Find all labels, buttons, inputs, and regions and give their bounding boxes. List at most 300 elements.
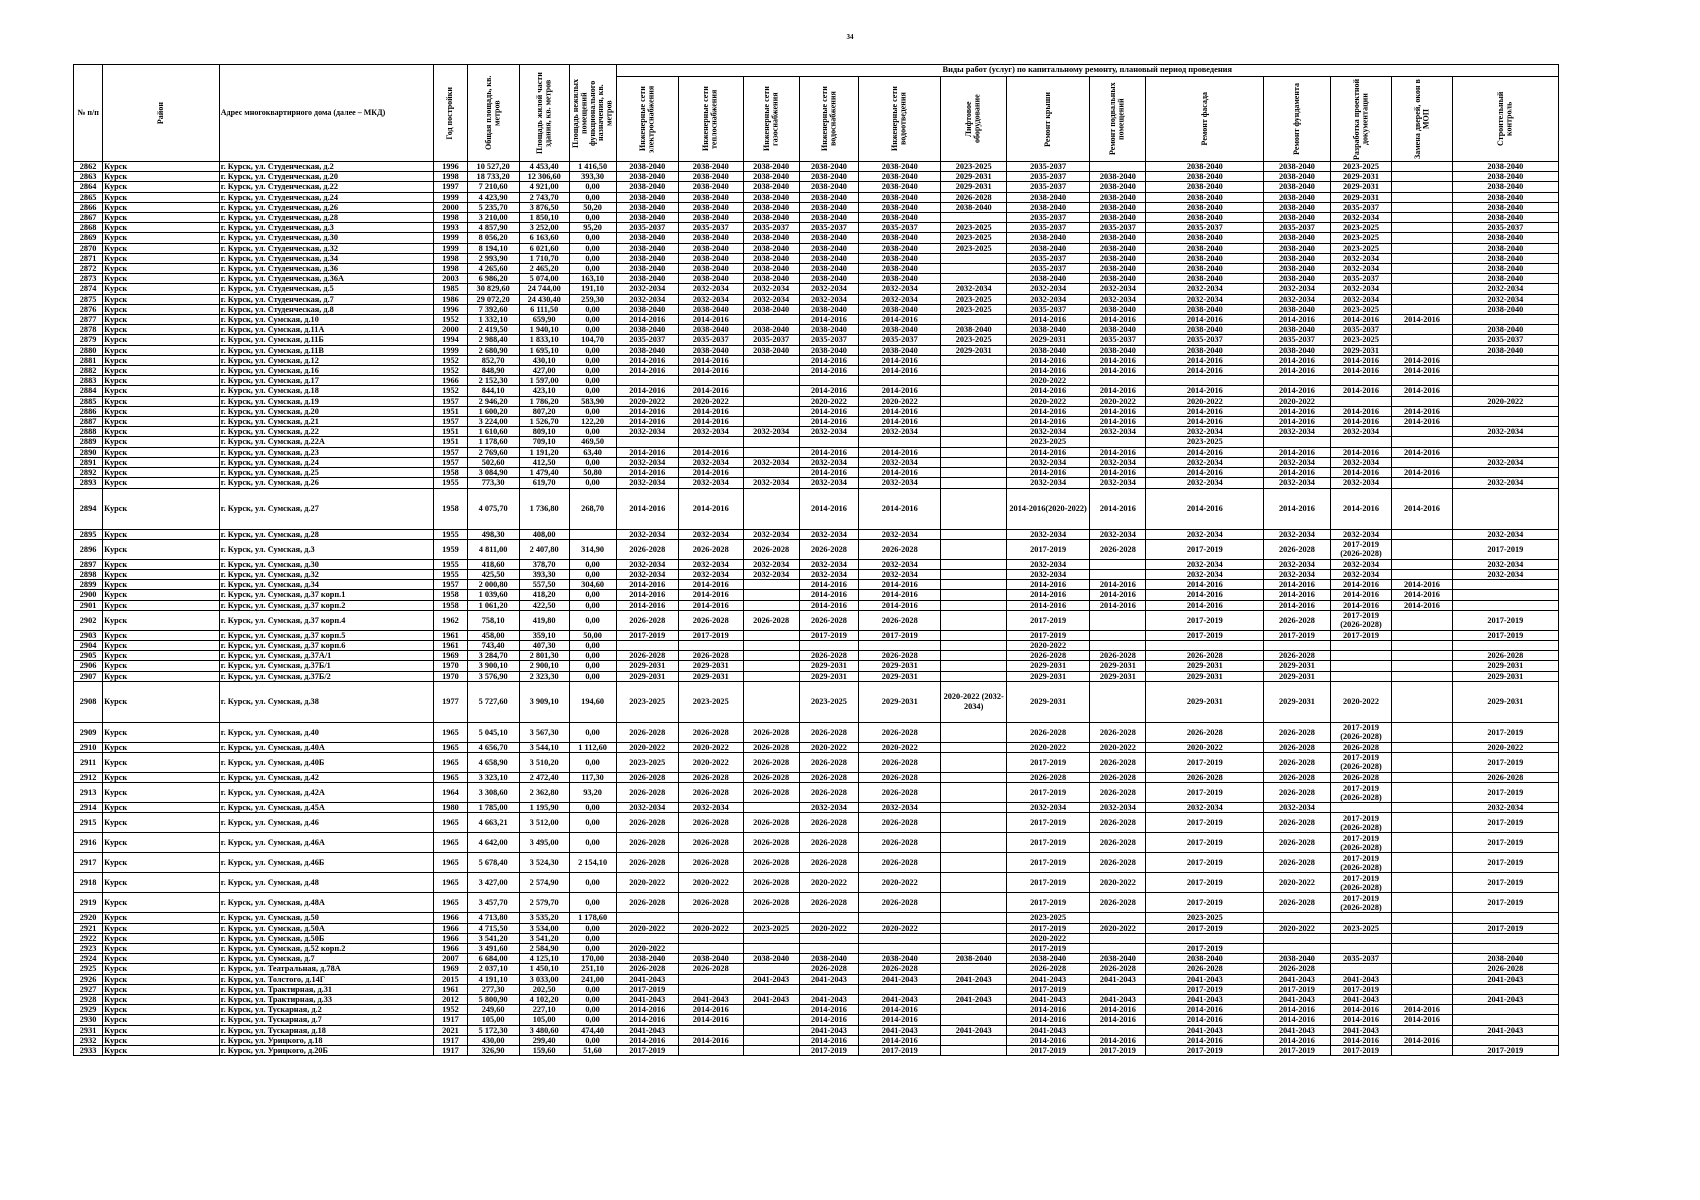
cell-doors-windows <box>1392 873 1452 893</box>
cell-construction-control: 2035-2037 <box>1452 335 1558 345</box>
cell-foundation-repair: 2014-2016 <box>1264 590 1331 600</box>
cell-doors-windows: 2014-2016 <box>1392 1035 1452 1045</box>
cell-address: г. Курск, ул. Студенческая, д.24 <box>219 192 434 202</box>
cell-foundation-repair: 2038-2040 <box>1264 182 1331 192</box>
cell-water-disposal <box>859 640 941 650</box>
capital-repair-table-sheet <box>73 64 1559 1056</box>
cell-construction-control: 2038-2040 <box>1452 345 1558 355</box>
cell-water-disposal: 2014-2016 <box>859 1015 941 1025</box>
cell-electric-networks: 2038-2040 <box>616 954 678 964</box>
cell-roof-repair: 2035-2037 <box>1006 162 1089 172</box>
cell-gas-networks: 2026-2028 <box>743 752 799 772</box>
cell-elevator <box>941 406 1007 416</box>
cell-year-built: 1958 <box>434 468 467 478</box>
cell-heat-networks: 2026-2028 <box>678 610 743 630</box>
cell-roof-repair: 2038-2040 <box>1006 233 1089 243</box>
cell-elevator: 2020-2022 (2032-2034) <box>941 681 1007 722</box>
cell-elevator <box>941 630 1007 640</box>
cell-nonliving-area: 122,20 <box>569 417 616 427</box>
cell-basement-repair <box>1090 569 1146 579</box>
cell-water-disposal: 2038-2040 <box>859 172 941 182</box>
cell-facade-repair: 2038-2040 <box>1146 172 1264 182</box>
cell-nonliving-area: 117,30 <box>569 772 616 782</box>
cell-roof-repair: 2014-2016 <box>1006 468 1089 478</box>
table-row <box>74 984 1559 994</box>
cell-construction-control <box>1452 1015 1558 1025</box>
cell-project-docs: 2029-2031 <box>1330 182 1391 192</box>
cell-row-number: 2909 <box>74 722 103 742</box>
cell-water-disposal: 2014-2016 <box>859 447 941 457</box>
cell-construction-control <box>1452 447 1558 457</box>
cell-elevator: 2032-2034 <box>941 284 1007 294</box>
cell-doors-windows: 2014-2016 <box>1392 366 1452 376</box>
cell-roof-repair: 2035-2037 <box>1006 304 1089 314</box>
table-row <box>74 994 1559 1004</box>
cell-foundation-repair: 2035-2037 <box>1264 223 1331 233</box>
cell-address: г. Курск, ул. Студенческая, д.22 <box>219 182 434 192</box>
cell-project-docs: 2017-2019 <box>1330 630 1391 640</box>
cell-foundation-repair: 2032-2034 <box>1264 569 1331 579</box>
cell-heat-networks: 2026-2028 <box>678 539 743 559</box>
cell-roof-repair: 2032-2034 <box>1006 478 1089 488</box>
cell-water-disposal: 2038-2040 <box>859 192 941 202</box>
cell-water-disposal <box>859 943 941 953</box>
cell-basement-repair: 2014-2016 <box>1090 488 1146 529</box>
cell-row-number: 2900 <box>74 590 103 600</box>
cell-roof-repair: 2035-2037 <box>1006 253 1089 263</box>
cell-nonliving-area: 583,90 <box>569 396 616 406</box>
cell-heat-networks <box>678 984 743 994</box>
cell-roof-repair: 2020-2022 <box>1006 396 1089 406</box>
cell-water-disposal: 2026-2028 <box>859 893 941 913</box>
cell-address: г. Курск, ул. Сумская, д.3 <box>219 539 434 559</box>
cell-living-area: 4 921,00 <box>519 182 569 192</box>
cell-year-built: 1958 <box>434 600 467 610</box>
cell-elevator <box>941 722 1007 742</box>
cell-district: Курск <box>103 569 220 579</box>
cell-electric-networks: 2014-2016 <box>616 1005 678 1015</box>
cell-row-number: 2912 <box>74 772 103 782</box>
cell-year-built: 1966 <box>434 923 467 933</box>
cell-elevator <box>941 488 1007 529</box>
table-row <box>74 974 1559 984</box>
cell-foundation-repair: 2038-2040 <box>1264 304 1331 314</box>
cell-address: г. Курск, ул. Сумская, д.10 <box>219 315 434 325</box>
cell-row-number: 2869 <box>74 233 103 243</box>
cell-project-docs: 2032-2034 <box>1330 478 1391 488</box>
cell-doors-windows <box>1392 994 1452 1004</box>
cell-row-number: 2874 <box>74 284 103 294</box>
cell-year-built: 1969 <box>434 651 467 661</box>
cell-project-docs: 2014-2016 <box>1330 1035 1391 1045</box>
cell-electric-networks: 2032-2034 <box>616 294 678 304</box>
cell-heat-networks: 2038-2040 <box>678 243 743 253</box>
cell-elevator <box>941 386 1007 396</box>
cell-nonliving-area: 0,00 <box>569 590 616 600</box>
cell-water-disposal: 2014-2016 <box>859 488 941 529</box>
cell-electric-networks: 2026-2028 <box>616 893 678 913</box>
cell-facade-repair: 2023-2025 <box>1146 437 1264 447</box>
cell-year-built: 2015 <box>434 974 467 984</box>
cell-foundation-repair: 2029-2031 <box>1264 681 1331 722</box>
cell-foundation-repair: 2038-2040 <box>1264 213 1331 223</box>
cell-water-supply: 2038-2040 <box>799 264 858 274</box>
cell-foundation-repair: 2017-2019 <box>1264 984 1331 994</box>
cell-facade-repair: 2017-2019 <box>1146 853 1264 873</box>
cell-facade-repair: 2038-2040 <box>1146 192 1264 202</box>
cell-doors-windows <box>1392 933 1452 943</box>
cell-living-area: 2 362,80 <box>519 783 569 803</box>
cell-doors-windows <box>1392 610 1452 630</box>
cell-basement-repair: 2020-2022 <box>1090 742 1146 752</box>
cell-foundation-repair: 2026-2028 <box>1264 772 1331 782</box>
cell-elevator <box>941 610 1007 630</box>
cell-construction-control <box>1452 315 1558 325</box>
cell-gas-networks <box>743 355 799 365</box>
cell-water-disposal: 2038-2040 <box>859 345 941 355</box>
cell-water-supply: 2017-2019 <box>799 630 858 640</box>
cell-living-area: 3 876,50 <box>519 202 569 212</box>
cell-nonliving-area: 0,00 <box>569 406 616 416</box>
cell-doors-windows <box>1392 539 1452 559</box>
cell-construction-control: 2038-2040 <box>1452 192 1558 202</box>
cell-construction-control: 2026-2028 <box>1452 964 1558 974</box>
cell-doors-windows: 2014-2016 <box>1392 600 1452 610</box>
cell-living-area: 3 535,20 <box>519 913 569 923</box>
cell-heat-networks: 2014-2016 <box>678 406 743 416</box>
cell-roof-repair: 2017-2019 <box>1006 923 1089 933</box>
cell-construction-control: 2017-2019 <box>1452 923 1558 933</box>
cell-basement-repair: 2014-2016 <box>1090 600 1146 610</box>
cell-water-supply: 2014-2016 <box>799 468 858 478</box>
cell-doors-windows <box>1392 345 1452 355</box>
cell-living-area: 105,00 <box>519 1015 569 1025</box>
cell-elevator: 2038-2040 <box>941 202 1007 212</box>
cell-water-disposal: 2026-2028 <box>859 752 941 772</box>
cell-foundation-repair: 2032-2034 <box>1264 457 1331 467</box>
cell-project-docs: 2017-2019 <box>1330 1045 1391 1055</box>
cell-row-number: 2910 <box>74 742 103 752</box>
cell-address: г. Курск, ул. Сумская, д.37А/1 <box>219 651 434 661</box>
cell-address: г. Курск, ул. Студенческая, д.34 <box>219 253 434 263</box>
table-row <box>74 223 1559 233</box>
cell-foundation-repair: 2038-2040 <box>1264 192 1331 202</box>
cell-roof-repair: 2014-2016 <box>1006 447 1089 457</box>
cell-address: г. Курск, ул. Сумская, д.28 <box>219 529 434 539</box>
cell-elevator <box>941 417 1007 427</box>
cell-foundation-repair: 2020-2022 <box>1264 923 1331 933</box>
cell-water-supply <box>799 943 858 953</box>
cell-living-area: 12 306,60 <box>519 172 569 182</box>
cell-gas-networks <box>743 366 799 376</box>
cell-year-built: 1998 <box>434 264 467 274</box>
cell-doors-windows <box>1392 893 1452 913</box>
cell-basement-repair: 2020-2022 <box>1090 396 1146 406</box>
cell-doors-windows <box>1392 671 1452 681</box>
cell-water-supply: 2038-2040 <box>799 182 858 192</box>
cell-basement-repair: 2017-2019 <box>1090 1045 1146 1055</box>
cell-foundation-repair: 2032-2034 <box>1264 478 1331 488</box>
cell-living-area: 299,40 <box>519 1035 569 1045</box>
cell-row-number: 2929 <box>74 1005 103 1015</box>
cell-gas-networks <box>743 406 799 416</box>
cell-gas-networks: 2032-2034 <box>743 284 799 294</box>
cell-district: Курск <box>103 671 220 681</box>
cell-year-built: 1985 <box>434 284 467 294</box>
cell-address: г. Курск, ул. Урицкого, д.20Б <box>219 1045 434 1055</box>
header-work-label: Инженерные сети теплоснабжения <box>701 86 719 152</box>
table-row <box>74 264 1559 274</box>
cell-facade-repair: 2026-2028 <box>1146 772 1264 782</box>
cell-doors-windows <box>1392 274 1452 284</box>
cell-roof-repair: 2014-2016 <box>1006 315 1089 325</box>
cell-roof-repair: 2026-2028 <box>1006 722 1089 742</box>
cell-gas-networks: 2026-2028 <box>743 783 799 803</box>
cell-construction-control <box>1452 376 1558 386</box>
cell-roof-repair: 2020-2022 <box>1006 933 1089 943</box>
cell-foundation-repair: 2014-2016 <box>1264 447 1331 457</box>
table-row <box>74 386 1559 396</box>
cell-living-area: 1 786,20 <box>519 396 569 406</box>
table-row <box>74 1005 1559 1015</box>
cell-facade-repair: 2014-2016 <box>1146 580 1264 590</box>
cell-water-disposal: 2032-2034 <box>859 569 941 579</box>
cell-project-docs <box>1330 640 1391 650</box>
cell-district: Курск <box>103 355 220 365</box>
cell-construction-control: 2041-2043 <box>1452 1025 1558 1035</box>
table-row <box>74 488 1559 529</box>
cell-construction-control: 2038-2040 <box>1452 202 1558 212</box>
cell-district: Курск <box>103 406 220 416</box>
cell-nonliving-area: 0,00 <box>569 923 616 933</box>
cell-water-supply: 2014-2016 <box>799 417 858 427</box>
cell-year-built: 1952 <box>434 355 467 365</box>
table-row <box>74 447 1559 457</box>
table-row <box>74 671 1559 681</box>
cell-living-area: 227,10 <box>519 1005 569 1015</box>
cell-basement-repair: 2026-2028 <box>1090 752 1146 772</box>
cell-year-built: 1917 <box>434 1045 467 1055</box>
table-row <box>74 417 1559 427</box>
table-row <box>74 396 1559 406</box>
table-row <box>74 1045 1559 1055</box>
cell-heat-networks: 2020-2022 <box>678 396 743 406</box>
cell-living-area: 3 524,30 <box>519 853 569 873</box>
cell-living-area: 3 510,20 <box>519 752 569 772</box>
cell-doors-windows: 2014-2016 <box>1392 386 1452 396</box>
table-row <box>74 1025 1559 1035</box>
cell-water-disposal: 2032-2034 <box>859 284 941 294</box>
cell-water-supply: 2032-2034 <box>799 457 858 467</box>
cell-elevator <box>941 580 1007 590</box>
cell-district: Курск <box>103 974 220 984</box>
cell-year-built: 1977 <box>434 681 467 722</box>
cell-nonliving-area: 469,50 <box>569 437 616 447</box>
table-row <box>74 335 1559 345</box>
cell-address: г. Курск, ул. Сумская, д.11А <box>219 325 434 335</box>
table-row <box>74 192 1559 202</box>
cell-district: Курск <box>103 437 220 447</box>
cell-electric-networks: 2038-2040 <box>616 172 678 182</box>
cell-district: Курск <box>103 590 220 600</box>
cell-address: г. Курск, ул. Сумская, д.37 корп.6 <box>219 640 434 650</box>
cell-roof-repair: 2032-2034 <box>1006 457 1089 467</box>
cell-total-area: 7 392,60 <box>467 304 519 314</box>
cell-elevator <box>941 529 1007 539</box>
cell-basement-repair <box>1090 437 1146 447</box>
cell-gas-networks: 2026-2028 <box>743 539 799 559</box>
cell-gas-networks: 2041-2043 <box>743 994 799 1004</box>
cell-gas-networks: 2038-2040 <box>743 202 799 212</box>
cell-water-supply: 2026-2028 <box>799 833 858 853</box>
cell-roof-repair: 2032-2034 <box>1006 559 1089 569</box>
cell-nonliving-area: 0,00 <box>569 994 616 1004</box>
cell-gas-networks: 2038-2040 <box>743 213 799 223</box>
cell-construction-control: 2017-2019 <box>1452 1045 1558 1055</box>
cell-living-area: 2 801,30 <box>519 651 569 661</box>
cell-water-supply: 2038-2040 <box>799 192 858 202</box>
cell-water-disposal: 2014-2016 <box>859 1035 941 1045</box>
cell-row-number: 2905 <box>74 651 103 661</box>
cell-water-supply: 2032-2034 <box>799 294 858 304</box>
cell-facade-repair: 2020-2022 <box>1146 396 1264 406</box>
cell-living-area: 1 195,90 <box>519 803 569 813</box>
table-row <box>74 315 1559 325</box>
cell-elevator: 2041-2043 <box>941 974 1007 984</box>
cell-electric-networks: 2032-2034 <box>616 457 678 467</box>
cell-facade-repair: 2035-2037 <box>1146 223 1264 233</box>
cell-doors-windows <box>1392 213 1452 223</box>
cell-address: г. Курск, ул. Сумская, д.37 корп.2 <box>219 600 434 610</box>
cell-roof-repair: 2038-2040 <box>1006 243 1089 253</box>
cell-gas-networks: 2038-2040 <box>743 304 799 314</box>
cell-basement-repair <box>1090 162 1146 172</box>
cell-elevator <box>941 1035 1007 1045</box>
cell-electric-networks: 2041-2043 <box>616 994 678 1004</box>
cell-elevator <box>941 651 1007 661</box>
cell-water-disposal: 2014-2016 <box>859 1005 941 1015</box>
cell-district: Курск <box>103 539 220 559</box>
cell-roof-repair: 2017-2019 <box>1006 853 1089 873</box>
cell-water-supply: 2032-2034 <box>799 529 858 539</box>
cell-roof-repair: 2038-2040 <box>1006 274 1089 284</box>
cell-water-disposal: 2038-2040 <box>859 253 941 263</box>
cell-project-docs <box>1330 376 1391 386</box>
cell-elevator <box>941 355 1007 365</box>
cell-project-docs: 2017-2019 (2026-2028) <box>1330 539 1391 559</box>
cell-district: Курск <box>103 803 220 813</box>
cell-electric-networks: 2032-2034 <box>616 569 678 579</box>
cell-project-docs: 2032-2034 <box>1330 427 1391 437</box>
cell-address: г. Курск, ул. Сумская, д.26 <box>219 478 434 488</box>
cell-year-built: 1998 <box>434 172 467 182</box>
cell-elevator <box>941 813 1007 833</box>
cell-address: г. Курск, ул. Сумская, д.52 корп.2 <box>219 943 434 953</box>
cell-district: Курск <box>103 833 220 853</box>
cell-elevator <box>941 315 1007 325</box>
cell-district: Курск <box>103 722 220 742</box>
table-row <box>74 478 1559 488</box>
cell-district: Курск <box>103 447 220 457</box>
cell-address: г. Курск, ул. Сумская, д.22 <box>219 427 434 437</box>
cell-total-area: 3 308,60 <box>467 783 519 803</box>
cell-foundation-repair: 2029-2031 <box>1264 661 1331 671</box>
cell-roof-repair: 2038-2040 <box>1006 954 1089 964</box>
cell-total-area: 458,00 <box>467 630 519 640</box>
cell-year-built: 2007 <box>434 954 467 964</box>
cell-district: Курск <box>103 661 220 671</box>
cell-basement-repair: 2026-2028 <box>1090 539 1146 559</box>
cell-district: Курск <box>103 376 220 386</box>
cell-doors-windows <box>1392 923 1452 933</box>
cell-address: г. Курск, ул. Сумская, д.45А <box>219 803 434 813</box>
cell-gas-networks: 2032-2034 <box>743 427 799 437</box>
cell-electric-networks: 2038-2040 <box>616 182 678 192</box>
cell-basement-repair <box>1090 943 1146 953</box>
table-row <box>74 913 1559 923</box>
cell-year-built: 1957 <box>434 417 467 427</box>
cell-project-docs: 2023-2025 <box>1330 223 1391 233</box>
cell-project-docs: 2014-2016 <box>1330 590 1391 600</box>
cell-facade-repair: 2017-2019 <box>1146 873 1264 893</box>
cell-district: Курск <box>103 933 220 943</box>
cell-facade-repair: 2014-2016 <box>1146 1035 1264 1045</box>
cell-water-supply: 2032-2034 <box>799 284 858 294</box>
cell-facade-repair: 2038-2040 <box>1146 253 1264 263</box>
cell-year-built: 1994 <box>434 335 467 345</box>
cell-living-area: 3 909,10 <box>519 681 569 722</box>
cell-electric-networks: 2029-2031 <box>616 671 678 681</box>
cell-construction-control: 2032-2034 <box>1452 284 1558 294</box>
cell-project-docs: 2017-2019 <box>1330 984 1391 994</box>
cell-living-area: 1 710,70 <box>519 253 569 263</box>
cell-nonliving-area: 268,70 <box>569 488 616 529</box>
cell-gas-networks <box>743 1045 799 1055</box>
cell-project-docs: 2014-2016 <box>1330 406 1391 416</box>
cell-heat-networks: 2038-2040 <box>678 345 743 355</box>
header-work-12 <box>1452 77 1558 162</box>
cell-water-supply: 2014-2016 <box>799 1005 858 1015</box>
cell-address: г. Курск, ул. Сумская, д.37 корп.5 <box>219 630 434 640</box>
cell-year-built: 1986 <box>434 294 467 304</box>
cell-address: г. Курск, ул. Сумская, д.34 <box>219 580 434 590</box>
cell-year-built: 1961 <box>434 984 467 994</box>
cell-construction-control: 2029-2031 <box>1452 661 1558 671</box>
cell-total-area: 498,30 <box>467 529 519 539</box>
cell-project-docs: 2032-2034 <box>1330 294 1391 304</box>
cell-basement-repair: 2038-2040 <box>1090 172 1146 182</box>
cell-water-supply: 2038-2040 <box>799 213 858 223</box>
cell-basement-repair: 2020-2022 <box>1090 873 1146 893</box>
cell-doors-windows <box>1392 640 1452 650</box>
cell-water-supply: 2014-2016 <box>799 447 858 457</box>
cell-gas-networks: 2038-2040 <box>743 172 799 182</box>
table-row <box>74 630 1559 640</box>
cell-heat-networks: 2020-2022 <box>678 923 743 933</box>
cell-roof-repair: 2029-2031 <box>1006 681 1089 722</box>
cell-facade-repair: 2017-2019 <box>1146 813 1264 833</box>
cell-water-supply: 2038-2040 <box>799 345 858 355</box>
cell-doors-windows <box>1392 457 1452 467</box>
cell-year-built: 1957 <box>434 580 467 590</box>
cell-row-number: 2885 <box>74 396 103 406</box>
cell-row-number: 2926 <box>74 974 103 984</box>
cell-row-number: 2898 <box>74 569 103 579</box>
cell-row-number: 2922 <box>74 933 103 943</box>
cell-nonliving-area: 0,00 <box>569 610 616 630</box>
cell-doors-windows: 2014-2016 <box>1392 1005 1452 1015</box>
cell-basement-repair <box>1090 559 1146 569</box>
